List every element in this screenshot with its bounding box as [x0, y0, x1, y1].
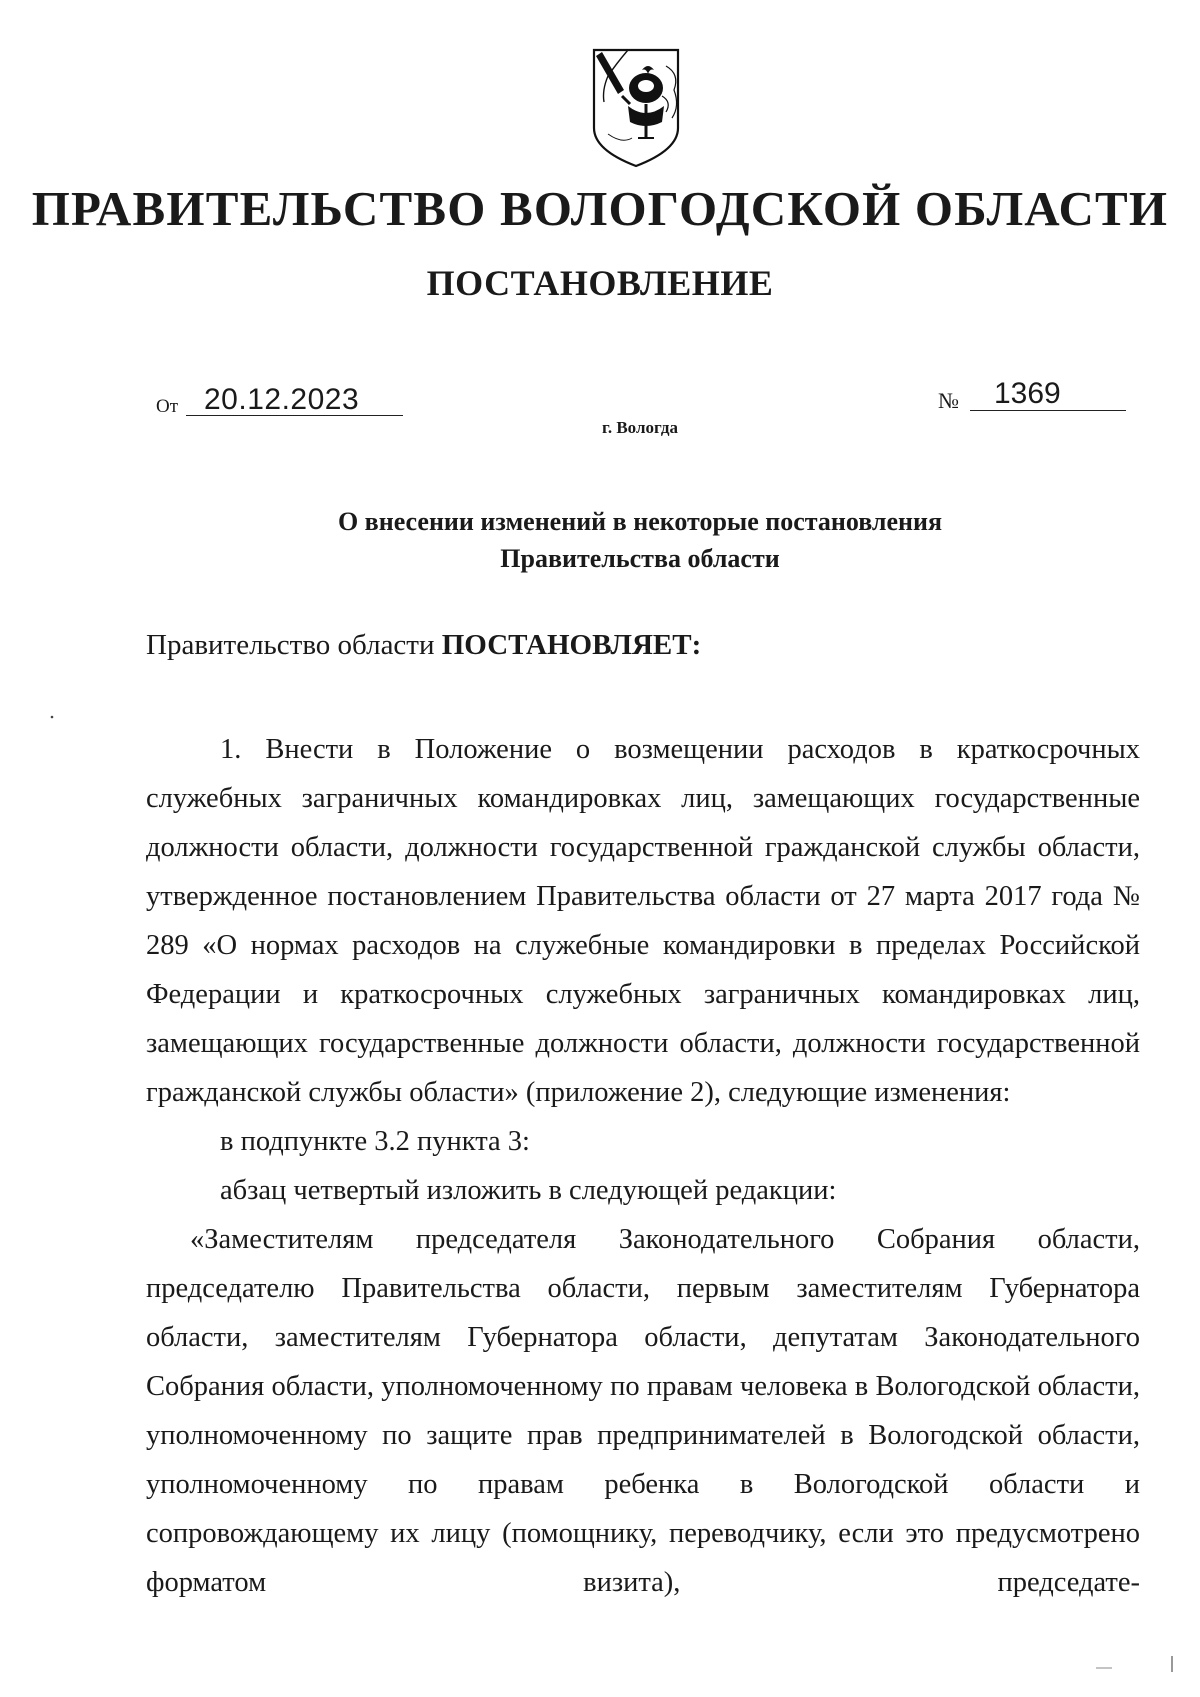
government-title: ПРАВИТЕЛЬСТВО ВОЛОГОДСКОЙ ОБЛАСТИ	[31, 181, 1169, 236]
document-date: 20.12.2023	[204, 383, 360, 416]
document-number: 1369	[994, 377, 1061, 410]
document-type: ПОСТАНОВЛЕНИЕ	[426, 263, 774, 303]
preamble-verb: ПОСТАНОВЛЯЕТ:	[441, 629, 702, 661]
subject-line-2: Правительства области	[500, 544, 780, 573]
date-label: От	[156, 396, 179, 417]
number-label: №	[938, 388, 959, 413]
preamble-text: Правительство области	[146, 629, 435, 661]
paragraph-4: «Заместителям председателя Законодательного Собрания области, председателю Правительства области, первым заместителям Губернатора области, заместителям Губернатора области, депутатам Законодательного Собрания области, уполномоченному по правам человека в Вологодской области, уполномоченному по защите прав предпринимателей в Вологодской области, уполномоченному по правам ребенка в Вологодской области и сопровождающему их лицу (помощнику, переводчику, если это предусмотрено форматом визита), председате-	[146, 1224, 1140, 1598]
paragraph-3: абзац четвертый изложить в следующей редакции:	[220, 1175, 837, 1206]
paragraph-2: в подпункте 3.2 пункта 3:	[220, 1126, 530, 1157]
subject-line-1: О внесении изменений в некоторые постановления	[337, 507, 943, 536]
city: г. Вологда	[602, 418, 678, 437]
paragraph-1: 1. Внести в Положение о возмещении расходов в краткосрочных служебных заграничных командировках лиц, замещающих государственные должности области, должности государственной гражданской службы области, утвержденное постановлением Правительства области от 27 марта 2017 года № 289 «О нормах расходов на служебные командировки в пределах Российской Федерации и краткосрочных служебных заграничных командировках лиц, замещающих государственные должности области, должности государственной гражданской службы области» (приложение 2), следующие изменения:	[146, 734, 1140, 1108]
